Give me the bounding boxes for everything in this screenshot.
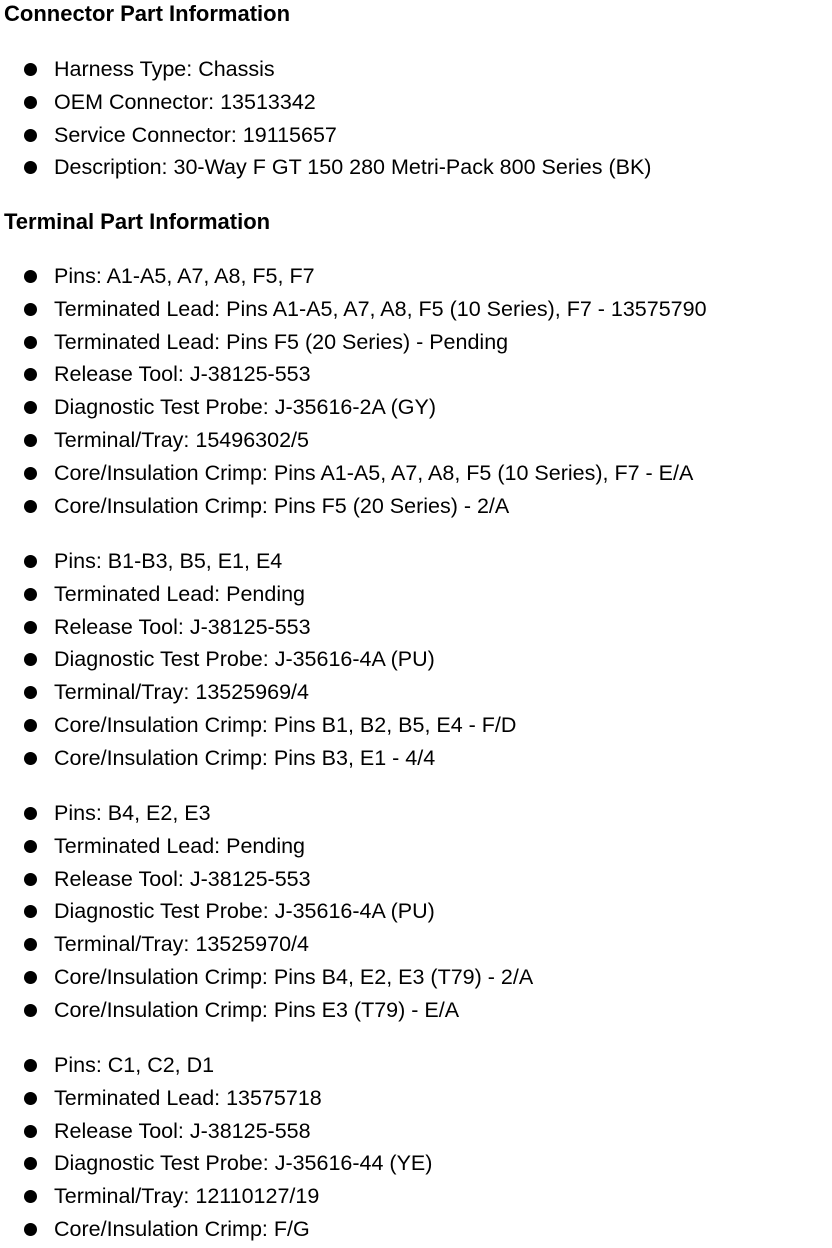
list-item-text: Core/Insulation Crimp: F/G xyxy=(54,1216,310,1241)
list-item-text: Terminal/Tray: 12110127/19 xyxy=(54,1184,320,1209)
terminal-group-2-list xyxy=(0,545,516,775)
bullet-icon xyxy=(24,129,37,142)
bullet-icon xyxy=(24,500,37,513)
list-item xyxy=(0,1180,432,1213)
list-item-text: Diagnostic Test Probe: J-35616-44 (YE) xyxy=(54,1151,433,1176)
list-item xyxy=(0,391,707,424)
list-item xyxy=(0,961,533,994)
list-item-text: Terminal/Tray: 13525969/4 xyxy=(54,680,309,705)
list-item xyxy=(0,1082,432,1115)
list-item-text: Description: 30-Way F GT 150 280 Metri-Pack 800 Series (BK) xyxy=(54,155,652,180)
bullet-icon xyxy=(24,1223,37,1236)
bullet-icon xyxy=(24,938,37,951)
bullet-icon xyxy=(24,434,37,447)
bullet-icon xyxy=(24,807,37,820)
list-item-text: Diagnostic Test Probe: J-35616-4A (PU) xyxy=(54,899,435,924)
list-item-text: Pins: B1-B3, B5, E1, E4 xyxy=(54,549,283,573)
bullet-icon xyxy=(24,555,37,568)
bullet-icon xyxy=(24,752,37,765)
list-item xyxy=(0,424,707,457)
bullet-icon xyxy=(24,621,37,634)
list-item-text: Release Tool: J-38125-558 xyxy=(54,1118,311,1143)
list-item-text: Core/Insulation Crimp: Pins B3, E1 - 4/4 xyxy=(54,745,436,770)
list-item xyxy=(0,86,651,119)
list-item xyxy=(0,545,516,578)
bullet-icon xyxy=(24,336,37,349)
bullet-icon xyxy=(24,1125,37,1138)
list-item-text: OEM Connector: 13513342 xyxy=(54,89,316,114)
bullet-icon xyxy=(24,368,37,381)
list-item xyxy=(0,863,533,896)
bullet-icon xyxy=(24,401,37,414)
bullet-icon xyxy=(24,63,37,76)
list-item xyxy=(0,151,651,184)
bullet-icon xyxy=(24,873,37,886)
bullet-icon xyxy=(24,653,37,666)
bullet-icon xyxy=(24,840,37,853)
list-item xyxy=(0,293,707,326)
list-item xyxy=(0,490,707,523)
list-item-text: Terminated Lead: 13575718 xyxy=(54,1085,322,1110)
list-item xyxy=(0,611,516,644)
list-item xyxy=(0,53,651,86)
connector-info-list xyxy=(0,53,651,184)
list-item xyxy=(0,895,533,928)
bullet-icon xyxy=(24,971,37,984)
list-item-text: Terminal/Tray: 15496302/5 xyxy=(54,427,309,452)
list-item xyxy=(0,643,516,676)
bullet-icon xyxy=(24,719,37,732)
list-item xyxy=(0,578,516,611)
list-item xyxy=(0,119,651,152)
bullet-icon xyxy=(24,588,37,601)
list-item-text: Diagnostic Test Probe: J-35616-4A (PU) xyxy=(54,647,435,672)
list-item xyxy=(0,742,516,775)
bullet-icon xyxy=(24,161,37,174)
list-item xyxy=(0,709,516,742)
bullet-icon xyxy=(24,905,37,918)
list-item xyxy=(0,1049,432,1082)
bullet-icon xyxy=(24,467,37,480)
list-item xyxy=(0,928,533,961)
list-item xyxy=(0,830,533,863)
list-item-text: Terminated Lead: Pins A1-A5, A7, A8, F5 (10 Series), F7 - 13575790 xyxy=(54,296,707,321)
bullet-icon xyxy=(24,1004,37,1017)
list-item-text: Terminated Lead: Pending xyxy=(54,833,306,858)
bullet-icon xyxy=(24,1059,37,1072)
list-item-text: Diagnostic Test Probe: J-35616-2A (GY) xyxy=(54,395,437,420)
list-item-text: Service Connector: 19115657 xyxy=(54,122,337,147)
list-item xyxy=(0,260,707,293)
terminal-group-1-list xyxy=(0,260,707,522)
list-item xyxy=(0,1147,432,1180)
terminal-group-3-list xyxy=(0,797,533,1027)
list-item-text: Pins: A1-A5, A7, A8, F5, F7 xyxy=(54,264,315,288)
list-item xyxy=(0,797,533,830)
list-item-text: Core/Insulation Crimp: Pins B1, B2, B5, E4 - F/D xyxy=(54,712,517,737)
list-item-text: Core/Insulation Crimp: Pins F5 (20 Series) - 2/A xyxy=(54,493,510,518)
connector-part-information-heading: Connector Part Information xyxy=(4,1,291,26)
list-item xyxy=(0,457,707,490)
list-item xyxy=(0,326,707,359)
list-item-text: Release Tool: J-38125-553 xyxy=(54,866,311,891)
bullet-icon xyxy=(24,1157,37,1170)
terminal-group-4-list xyxy=(0,1049,432,1246)
list-item-text: Terminated Lead: Pins F5 (20 Series) - Pending xyxy=(54,329,509,354)
list-item-text: Harness Type: Chassis xyxy=(54,57,275,81)
list-item-text: Terminated Lead: Pending xyxy=(54,581,306,606)
list-item-text: Core/Insulation Crimp: Pins E3 (T79) - E/A xyxy=(54,997,460,1022)
list-item xyxy=(0,676,516,709)
list-item-text: Terminal/Tray: 13525970/4 xyxy=(54,932,309,957)
bullet-icon xyxy=(24,1190,37,1203)
list-item-text: Pins: B4, E2, E3 xyxy=(54,801,211,825)
list-item xyxy=(0,1213,432,1246)
list-item-text: Release Tool: J-38125-553 xyxy=(54,614,311,639)
bullet-icon xyxy=(24,270,37,283)
bullet-icon xyxy=(24,303,37,316)
list-item-text: Pins: C1, C2, D1 xyxy=(54,1053,215,1077)
terminal-part-information-heading: Terminal Part Information xyxy=(4,209,271,234)
bullet-icon xyxy=(24,686,37,699)
bullet-icon xyxy=(24,1092,37,1105)
list-item-text: Release Tool: J-38125-553 xyxy=(54,362,311,387)
list-item-text: Core/Insulation Crimp: Pins B4, E2, E3 (T79) - 2/A xyxy=(54,964,534,989)
list-item xyxy=(0,1115,432,1148)
list-item xyxy=(0,358,707,391)
bullet-icon xyxy=(24,96,37,109)
list-item xyxy=(0,994,533,1027)
list-item-text: Core/Insulation Crimp: Pins A1-A5, A7, A8, F5 (10 Series), F7 - E/A xyxy=(54,460,694,485)
